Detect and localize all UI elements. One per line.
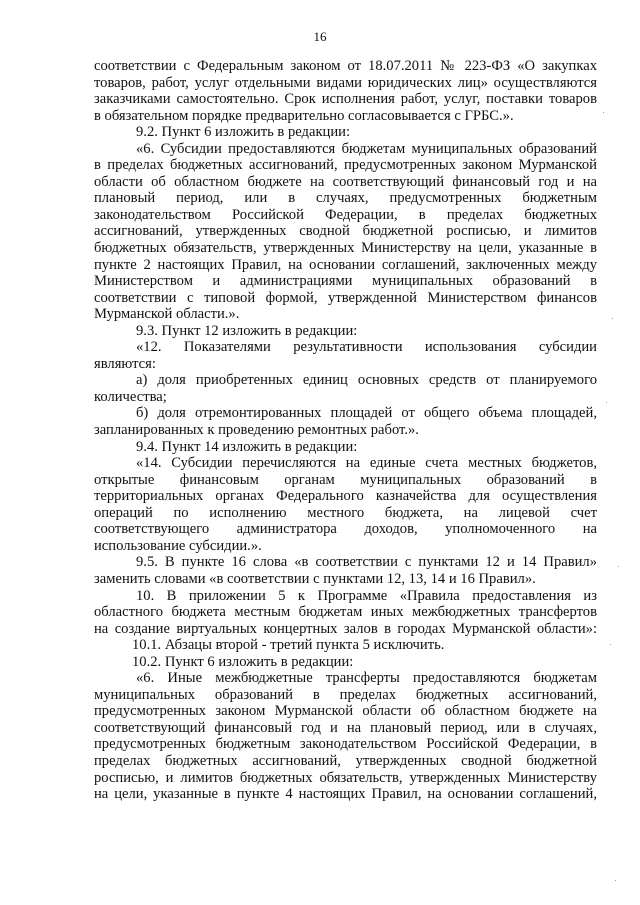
text-line: 9.3. Пункт 12 изложить в редакции: (136, 322, 358, 339)
text-line: товаров, работ, услуг отдельными видами юридических лиц» осуществляются (94, 74, 597, 91)
text-line: росписью, и лимитов бюджетных обязательств, утвержденных Министерству (94, 769, 597, 786)
scan-speck (615, 880, 616, 881)
text-line: «12. Показателями результативности использования субсидии (136, 339, 597, 356)
text-line: областного бюджета местным бюджетам иных межбюджетных трансфертов (94, 604, 597, 621)
text-line: запланированных к проведению ремонтных работ.». (94, 422, 419, 439)
text-line: предусмотренных бюджетным законодательством Российской Федерации, в (94, 736, 597, 753)
text-line: области об областном бюджете на соответствующий финансовый год и на (94, 173, 597, 190)
text-line: Министерством и администрациями муниципальных образований в (94, 273, 597, 290)
text-line: заменить словами «в соответствии с пунктами 12, 13, 14 и 16 Правил». (94, 570, 536, 587)
text-line: а) доля приобретенных единиц основных средств от планируемого (136, 372, 597, 389)
text-line: 9.5. В пункте 16 слова «в соответствии с пунктами 12 и 14 Правил» (136, 554, 597, 571)
text-line: на создание виртуальных концертных залов в городах Мурманской области»: (94, 620, 597, 637)
text-line: операций по исполнению местного бюджета, на лицевой счет (94, 504, 597, 521)
text-line: законодательством Российской Федерации, в пределах бюджетных (94, 206, 597, 223)
text-line: «6. Субсидии предоставляются бюджетам муниципальных образований (136, 140, 597, 157)
text-line: предусмотренных законом Мурманской области об областном бюджете на (94, 703, 597, 720)
text-line: муниципальных образований в пределах бюджетных ассигнований, (94, 686, 597, 703)
text-line: являются: (94, 355, 156, 372)
text-line: пределах бюджетных ассигнований, утвержденных сводной бюджетной (94, 752, 597, 769)
text-line: 9.4. Пункт 14 изложить в редакции: (136, 438, 358, 455)
text-line: количества; (94, 388, 167, 405)
text-line: ассигнований, утвержденных сводной бюджетной росписью, и лимитов (94, 223, 597, 240)
text-line: на цели, указанные в пункте 4 настоящих Правил, на основании соглашений, (94, 786, 597, 803)
text-line: плановый период, или в случаях, предусмотренных бюджетным (94, 190, 597, 207)
scan-speck (603, 112, 604, 113)
text-line: «6. Иные межбюджетные трансферты предоставляются бюджетам (136, 670, 597, 687)
scan-speck (610, 644, 611, 645)
text-line: 9.2. Пункт 6 изложить в редакции: (136, 124, 351, 141)
text-line: использование субсидии.». (94, 537, 262, 554)
text-line: Мурманской области.». (94, 306, 240, 323)
page-number: 16 (313, 29, 327, 44)
text-line: бюджетных обязательств, утвержденных Министерству на цели, указанные в (94, 240, 597, 257)
text-line: пункте 2 настоящих Правил, на основании соглашений, заключенных между (94, 256, 597, 273)
document-body (94, 58, 597, 803)
text-line: б) доля отремонтированных площадей от общего объема площадей, (136, 405, 597, 422)
scan-speck (612, 318, 613, 319)
text-line: 10. В приложении 5 к Программе «Правила предоставления из (136, 587, 597, 604)
text-line: соответствии с типовой формой, утвержденной Министерством финансов (94, 289, 597, 306)
text-line: соответствии с Федеральным законом от 18.07.2011 № 223-ФЗ «О закупках (94, 58, 597, 74)
text-line: соответствующего администратора доходов, уполномоченного на (94, 521, 597, 538)
text-line: 10.1. Абзацы второй - третий пункта 5 исключить. (132, 637, 445, 654)
text-line: «14. Субсидии перечисляются на единые счета местных бюджетов, (136, 455, 597, 472)
text-line: заказчиками самостоятельно. Срок исполнения работ, услуг, поставки товаров (94, 91, 597, 108)
text-line: 10.2. Пункт 6 изложить в редакции: (132, 653, 354, 670)
text-line: открытые финансовым органам муниципальных образований в (94, 471, 597, 488)
text-line: территориальных органах Федерального казначейства для осуществления (94, 488, 597, 505)
scan-speck (606, 402, 607, 403)
text-line: соответствующий финансовый год и на плановый период, или в случаях, (94, 719, 597, 736)
scan-speck (618, 566, 619, 567)
text-line: в обязательном порядке предварительно согласовывается с ГРБС.». (94, 107, 514, 124)
text-line: в пределах бюджетных ассигнований, предусмотренных законом Мурманской (94, 157, 597, 174)
